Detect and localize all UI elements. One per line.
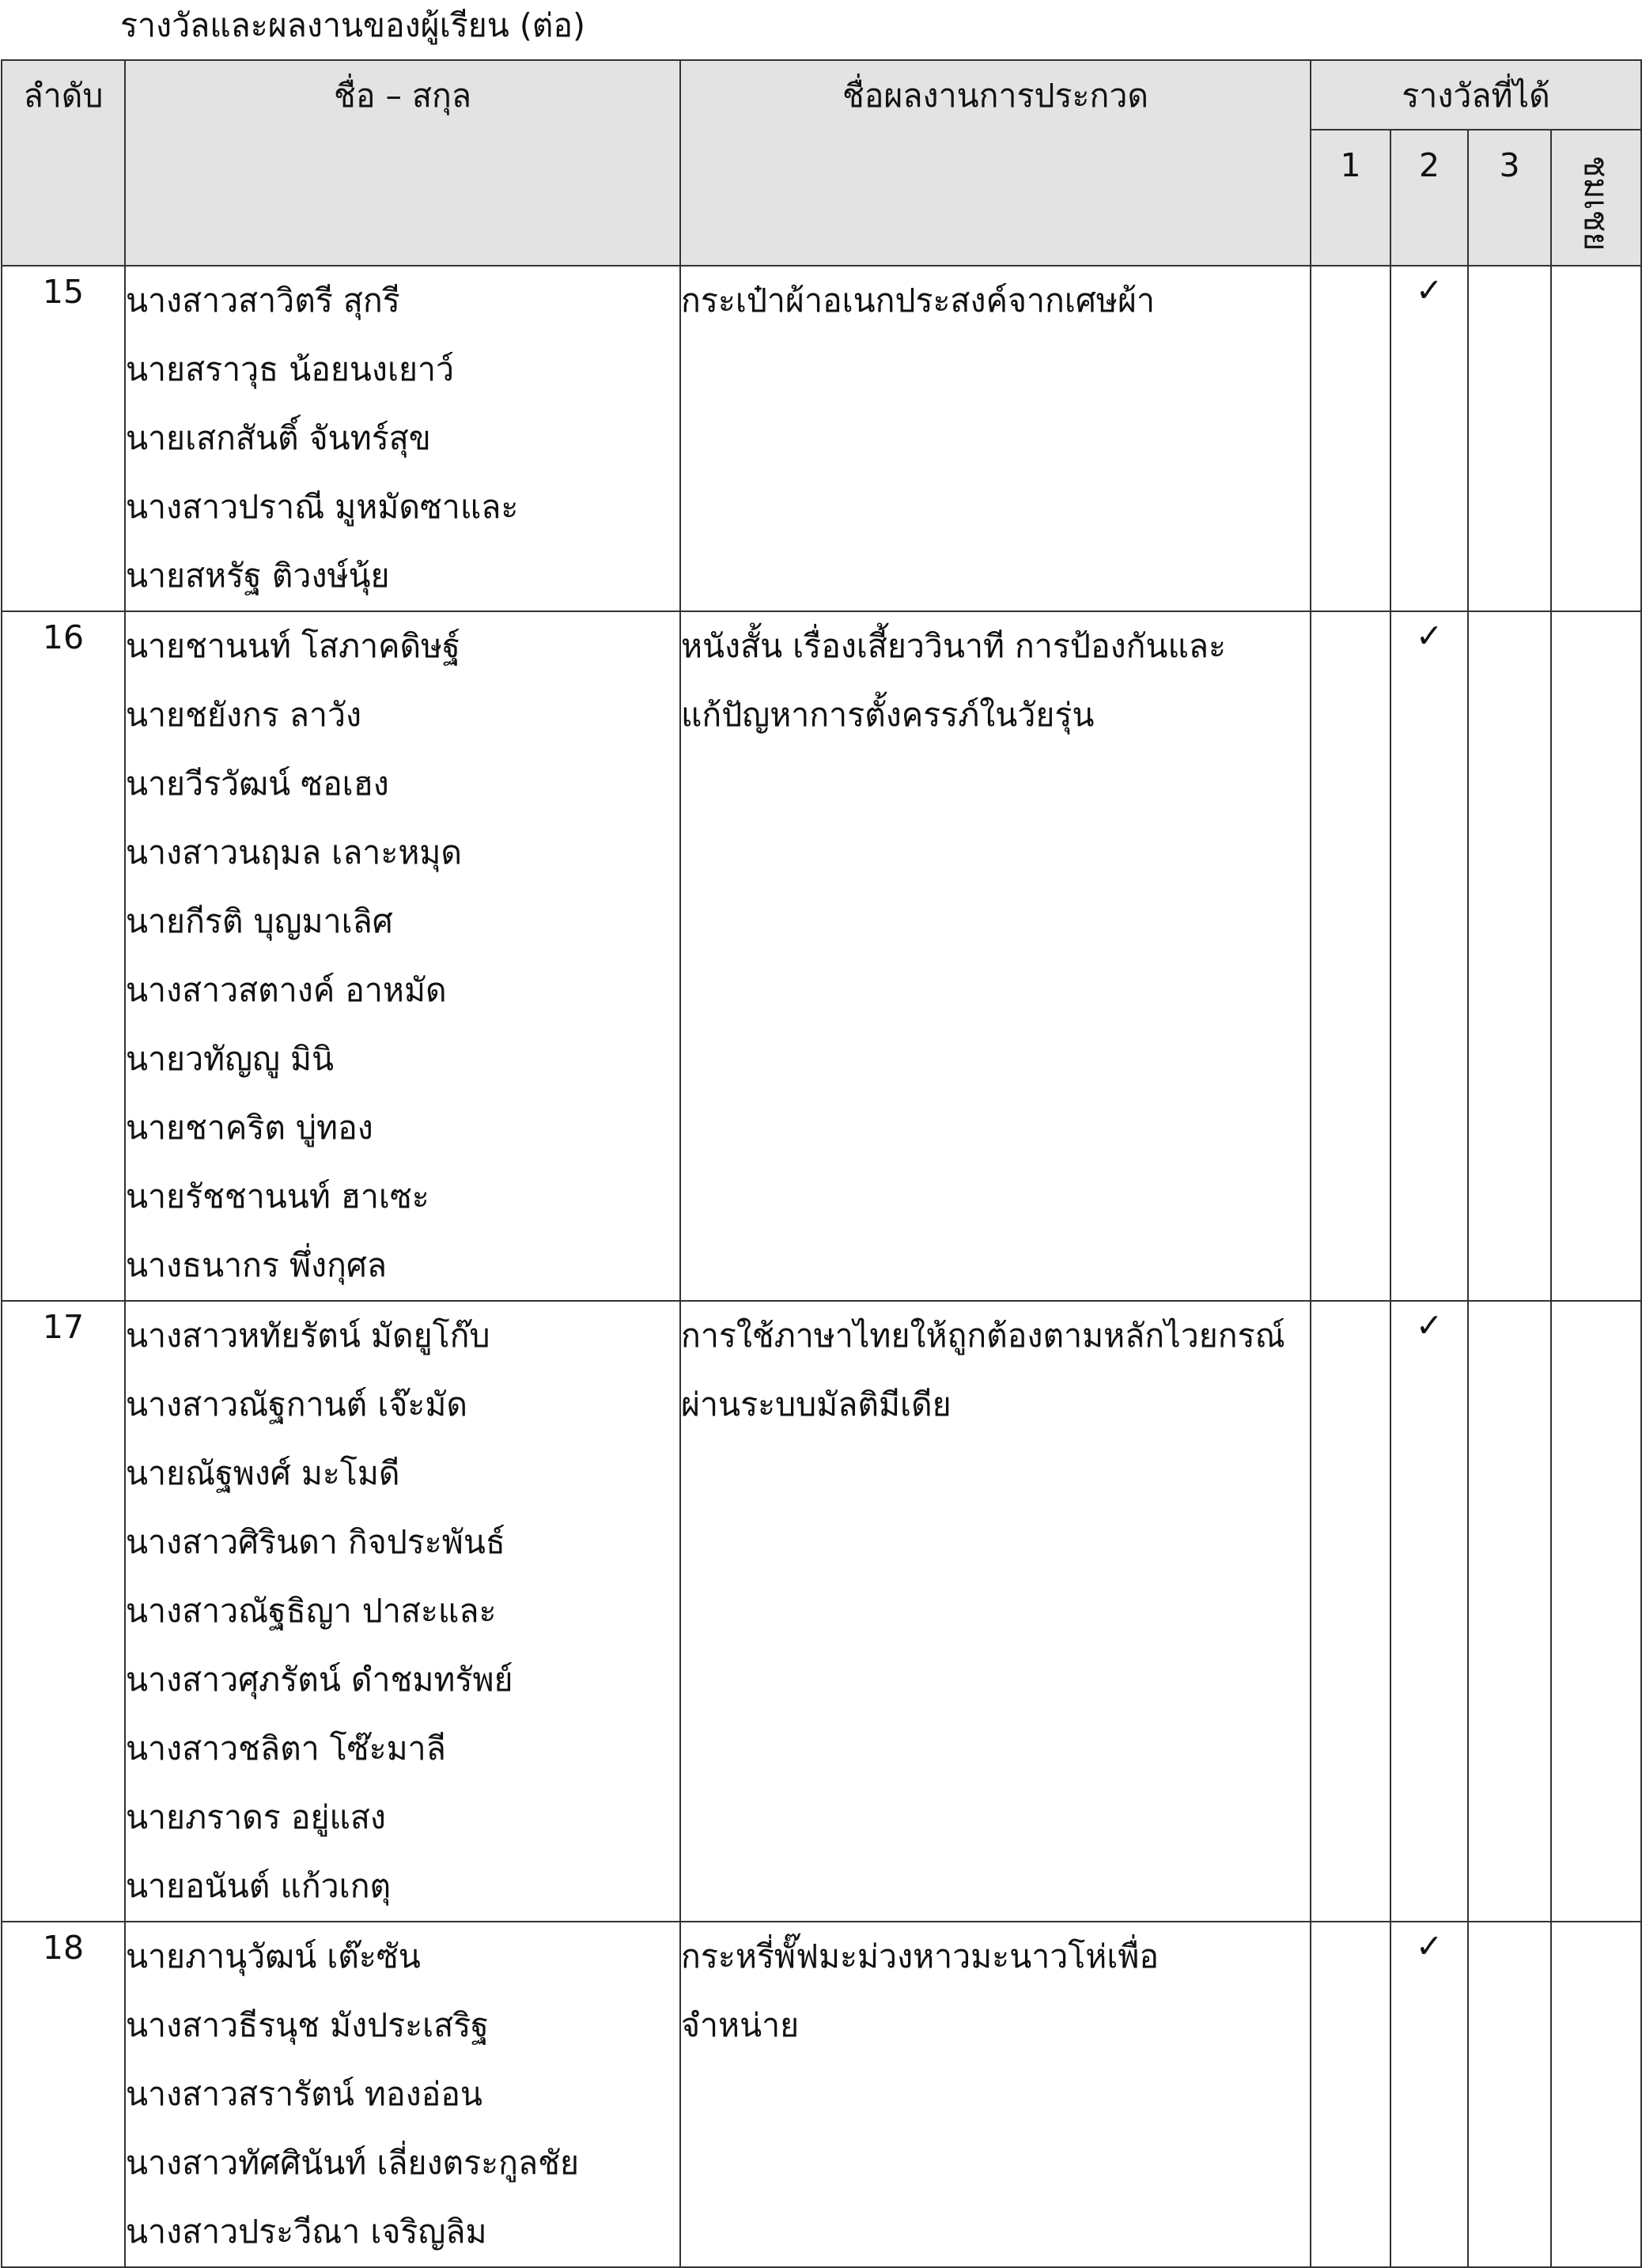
- student-name: นางสาวสตางค์ อาหมัด: [126, 971, 447, 1009]
- award-1-cell: [1311, 1922, 1390, 2267]
- work-title: การใช้ภาษาไทยให้ถูกต้องตามหลักไวยกรณ์: [681, 1317, 1285, 1355]
- student-name: นายเสกสันติ์ จันทร์สุข: [126, 419, 431, 457]
- student-name: นายภานุวัฒน์ เต๊ะซัน: [126, 1937, 421, 1975]
- student-name: นายอนันต์ แก้วเกตุ: [126, 1867, 392, 1905]
- student-name: นายณัฐพงศ์ มะโมดี: [126, 1454, 400, 1492]
- header-award-1: 1: [1311, 130, 1390, 266]
- work-title: กระหรี่พั๊ฟมะม่วงหาวมะนาวโห่เพื่อ: [681, 1937, 1159, 1975]
- table-body: [2, 266, 1641, 2267]
- student-name: นางสาวศิรินดา กิจประพันธ์: [126, 1523, 505, 1561]
- row-names-cell: [125, 266, 680, 611]
- work-title: กระเป๋าผ้าอเนกประสงค์จากเศษผ้า: [681, 282, 1155, 319]
- award-2-cell: [1390, 266, 1468, 611]
- student-name: นายกีรติ บุญมาเลิศ: [126, 902, 393, 940]
- header-award-2: 2: [1390, 130, 1468, 266]
- student-name: นางธนากร พึ่งกุศล: [126, 1246, 388, 1284]
- row-seq: 17: [42, 1308, 85, 1346]
- award-3-cell: [1468, 611, 1551, 1301]
- row-names-cell: [125, 1301, 680, 1922]
- row-seq-cell: [2, 266, 125, 611]
- student-name: นางสาวประวีณา เจริญลิม: [126, 2213, 487, 2251]
- student-name: นางสาวนฤมล เลาะหมุด: [126, 833, 463, 871]
- header-award-honorable: ชมเชย: [1551, 130, 1641, 266]
- award-2-cell: [1390, 611, 1468, 1301]
- header-work: ชื่อผลงานการประกวด: [680, 60, 1311, 266]
- award-1-cell: [1311, 1301, 1390, 1922]
- student-name: นางสาวศุภรัตน์ ดำชมทรัพย์: [126, 1661, 513, 1699]
- award-2-cell: [1390, 1922, 1468, 2267]
- row-names-cell: [125, 611, 680, 1301]
- award-3-cell: [1468, 1922, 1551, 2267]
- table-header: [2, 60, 1641, 266]
- award-2-cell: [1390, 1301, 1468, 1922]
- student-name: นางสาวทัศศินันท์ เลี่ยงตระกูลชัย: [126, 2144, 579, 2182]
- row-work-cell: [680, 1301, 1311, 1922]
- student-name: นางสาวณัฐธิญา ปาสะและ: [126, 1592, 497, 1630]
- table-row: [2, 1922, 1641, 2267]
- check-icon: ✓: [1415, 1927, 1443, 1965]
- header-award-3: 3: [1468, 130, 1551, 266]
- table-row: [2, 611, 1641, 1301]
- student-name: นายภราดร อยู่แสง: [126, 1798, 386, 1836]
- award-1-cell: [1311, 611, 1390, 1301]
- student-name: นายชยังกร ลาวัง: [126, 696, 362, 734]
- header-name: ชื่อ – สกุล: [125, 60, 680, 266]
- work-title: หนังสั้น เรื่องเสี้ยววินาที การป้องกันและ: [681, 627, 1227, 665]
- row-work-cell: [680, 266, 1311, 611]
- work-title: แก้ปัญหาการตั้งครรภ์ในวัยรุ่น: [681, 696, 1095, 734]
- student-name: นางสาวสรารัตน์ ทองอ่อน: [126, 2075, 482, 2113]
- student-name: นายวีรวัฒน์ ซอเฮง: [126, 765, 389, 803]
- awards-table: [1, 59, 1642, 2268]
- work-title: ผ่านระบบมัลติมีเดีย: [681, 1385, 952, 1423]
- header-seq: ลำดับ: [2, 60, 125, 266]
- row-work-cell: [680, 611, 1311, 1301]
- student-name: นางสาวชลิตา โซ๊ะมาลี: [126, 1729, 446, 1767]
- award-honorable-cell: [1551, 1922, 1641, 2267]
- header-award: รางวัลที่ได้: [1311, 60, 1641, 130]
- award-honorable-cell: [1551, 611, 1641, 1301]
- table-row: [2, 1301, 1641, 1922]
- check-icon: ✓: [1415, 1306, 1443, 1344]
- award-honorable-cell: [1551, 266, 1641, 611]
- student-name: นางสาวธีรนุช มังประเสริฐ: [126, 2006, 489, 2044]
- student-name: นายรัชชานนท์ ฮาเซะ: [126, 1177, 429, 1215]
- row-names-cell: [125, 1922, 680, 2267]
- row-seq: 18: [42, 1929, 85, 1967]
- row-work-cell: [680, 1922, 1311, 2267]
- student-name: นายสราวุธ น้อยนงเยาว์: [126, 350, 455, 388]
- check-icon: ✓: [1415, 271, 1443, 309]
- student-name: นางสาวณัฐกานต์ เจ๊ะมัด: [126, 1385, 468, 1423]
- row-seq: 15: [42, 273, 85, 311]
- award-3-cell: [1468, 266, 1551, 611]
- award-3-cell: [1468, 1301, 1551, 1922]
- student-name: นายชาคริต บู่ทอง: [126, 1109, 373, 1147]
- row-seq: 16: [42, 618, 85, 656]
- student-name: นางสาวปราณี มูหมัดซาและ: [126, 488, 519, 526]
- student-name: นางสาวหทัยรัตน์ มัดยูโก๊บ: [126, 1317, 490, 1355]
- row-seq-cell: [2, 611, 125, 1301]
- student-name: นายสหรัฐ ติวงษ์นุ้ย: [126, 557, 390, 595]
- row-seq-cell: [2, 1922, 125, 2267]
- award-1-cell: [1311, 266, 1390, 611]
- student-name: นางสาวสาวิตรี สุกรี: [126, 282, 400, 319]
- student-name: นายวทัญญู มินิ: [126, 1040, 335, 1078]
- table-row: [2, 266, 1641, 611]
- page-title: รางวัลและผลงานของผู้เรียน (ต่อ): [120, 6, 586, 44]
- check-icon: ✓: [1415, 617, 1443, 655]
- row-seq-cell: [2, 1301, 125, 1922]
- award-honorable-cell: [1551, 1301, 1641, 1922]
- student-name: นายชานนท์ โสภาคดิษฐ์: [126, 627, 460, 665]
- work-title: จำหน่าย: [681, 2006, 800, 2044]
